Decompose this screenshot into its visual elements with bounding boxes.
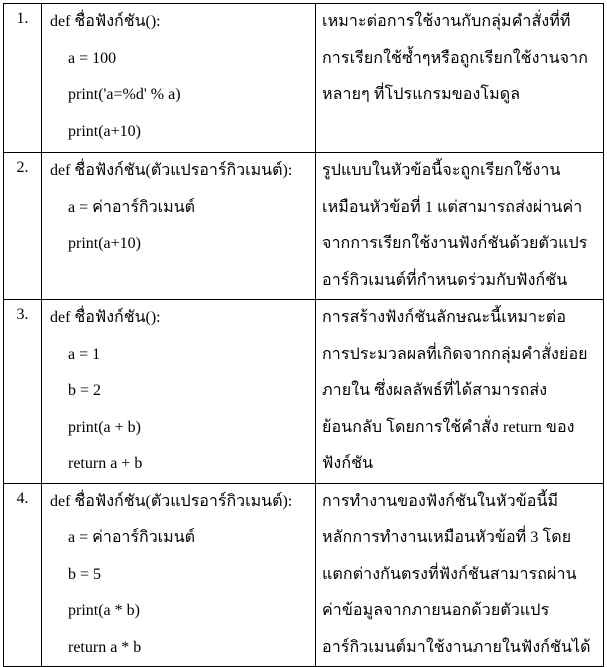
description-line: อาร์กิวเมนต์ที่กำหนดร่วมกับฟังก์ชัน	[322, 271, 568, 289]
code-line: a = ค่าอาร์กิวเมนต์	[68, 529, 196, 546]
row-number-text: 2.	[16, 159, 29, 176]
description-line: เหมาะต่อการใช้งานกับกลุ่มคำสั่งที่ที	[322, 13, 571, 30]
description-line: จากการเรียกใช้งานฟังก์ชันด้วยตัวแปร	[322, 235, 588, 252]
description-line: ย้อนกลับ โดยการใช้คำสั่ง return ของ	[322, 418, 575, 436]
code-line: return a + b	[68, 455, 143, 472]
code-line: b = 5	[68, 565, 102, 583]
code-line: def ชื่อฟังก์ชัน():	[50, 13, 161, 30]
code-cell	[42, 4, 316, 153]
row-number	[4, 153, 42, 300]
description-cell	[316, 153, 604, 300]
row-number-text: 3.	[16, 306, 29, 323]
code-line: b = 2	[68, 382, 102, 399]
table-row	[4, 483, 604, 667]
code-line: def ชื่อฟังก์ชัน(ตัวแปรอาร์กิวเมนต์):	[50, 492, 293, 510]
code-line: print(a + b)	[68, 418, 141, 436]
table-row	[4, 153, 604, 300]
code-line: def ชื่อฟังก์ชัน(ตัวแปรอาร์กิวเมนต์):	[50, 162, 293, 179]
code-line: a = ค่าอาร์กิวเมนต์	[68, 198, 196, 216]
code-line: def ชื่อฟังก์ชัน():	[50, 309, 161, 326]
description-line: ค่าข้อมูลจากภายนอกด้วยตัวแปร	[322, 602, 550, 619]
code-cell	[42, 153, 316, 300]
description-line: การประมวลผลที่เกิดจากกลุ่มคำสั่งย่อย	[322, 345, 588, 363]
code-cell	[42, 483, 316, 667]
description-line: การทำงานของฟังก์ชันในหัวข้อนี้มี	[322, 492, 559, 510]
description-cell	[316, 483, 604, 667]
description-line: เหมือนหัวข้อที่ 1 แต่สามารถส่งผ่านค่า	[322, 198, 583, 216]
row-number	[4, 4, 42, 153]
description-line: รูปแบบในหัวข้อนี้จะถูกเรียกใช้งาน	[322, 162, 561, 179]
row-number-text: 1.	[16, 10, 29, 27]
description-line: อาร์กิวเมนต์มาใช้งานภายในฟังก์ชันได้	[322, 638, 591, 656]
code-line: a = 100	[68, 49, 117, 67]
description-line: การเรียกใช้ซ้ำๆหรือถูกเรียกใช้งานจาก	[322, 49, 589, 67]
row-number	[4, 483, 42, 667]
row-number	[4, 300, 42, 484]
description-line: แตกต่างกันตรงที่ฟังก์ชันสามารถผ่าน	[322, 565, 577, 583]
description-line: การสร้างฟังก์ชันลักษณะนี้เหมาะต่อ	[322, 309, 567, 326]
table-row	[4, 300, 604, 484]
description-line: ภายใน ซึ่งผลลัพธ์ที่ได้สามารถส่ง	[322, 382, 548, 399]
code-line: print(a * b)	[68, 602, 140, 619]
code-line: print(a+10)	[68, 122, 141, 140]
table-row	[4, 4, 604, 153]
code-line: return a * b	[68, 638, 142, 656]
description-line: หลักการทำงานเหมือนหัวข้อที่ 3 โดย	[322, 529, 572, 546]
description-line: หลายๆ ที่โปรแกรมของโมดูล	[322, 86, 521, 103]
code-line: print('a=%d' % a)	[68, 86, 181, 103]
row-number-text: 4.	[16, 489, 29, 507]
description-cell	[316, 300, 604, 484]
description-cell	[316, 4, 604, 153]
code-line: a = 1	[68, 345, 101, 363]
function-types-table	[3, 3, 604, 667]
code-cell	[42, 300, 316, 484]
code-line: print(a+10)	[68, 235, 141, 252]
description-line: ฟังก์ชัน	[322, 455, 374, 472]
